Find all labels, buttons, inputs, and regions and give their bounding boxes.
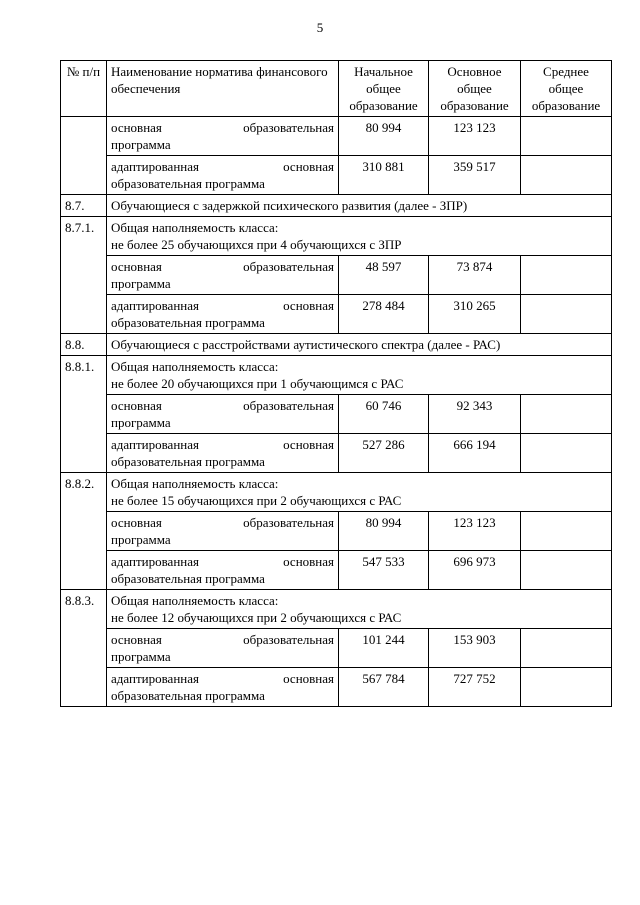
group-row <box>61 356 612 395</box>
value-secondary <box>521 395 612 434</box>
norm-name-line-2: образовательная программа <box>111 176 265 191</box>
value-basic: 73 874 <box>429 256 521 295</box>
header-num: № п/п <box>61 61 107 117</box>
row-number-empty <box>61 117 107 195</box>
value-primary: 48 597 <box>339 256 429 295</box>
value-secondary <box>521 668 612 707</box>
section-title: Обучающиеся с расстройствами аутистического спектра (далее - РАС) <box>107 334 612 356</box>
norm-name <box>107 512 339 551</box>
row-number: 8.7. <box>61 195 107 217</box>
norm-name <box>107 295 339 334</box>
norm-name-word-2: основная <box>283 671 334 686</box>
table-row <box>61 117 612 156</box>
norm-name-word-2: основная <box>283 159 334 174</box>
value-secondary <box>521 551 612 590</box>
group-line-1: Общая наполняемость класса: <box>111 476 279 491</box>
table-row <box>61 668 612 707</box>
norm-name-line-2: программа <box>111 532 171 547</box>
table-body <box>61 117 612 707</box>
value-primary: 101 244 <box>339 629 429 668</box>
page-number: 5 <box>316 20 324 35</box>
value-secondary <box>521 156 612 195</box>
row-number: 8.8.2. <box>61 473 107 590</box>
table-row <box>61 629 612 668</box>
norm-name-line-2: программа <box>111 137 171 152</box>
group-row <box>61 473 612 512</box>
norm-name-word-1: адаптированная <box>111 159 199 174</box>
header-row <box>61 61 612 117</box>
value-basic: 310 265 <box>429 295 521 334</box>
value-basic: 359 517 <box>429 156 521 195</box>
value-secondary <box>521 512 612 551</box>
norm-name-word-2: образовательная <box>243 120 334 135</box>
value-primary: 547 533 <box>339 551 429 590</box>
table-row <box>61 256 612 295</box>
norm-name-line-2: образовательная программа <box>111 688 265 703</box>
norm-name-word-1: основная <box>111 120 162 135</box>
norm-name <box>107 395 339 434</box>
norm-name <box>107 256 339 295</box>
norm-name-word-2: образовательная <box>243 398 334 413</box>
value-secondary <box>521 295 612 334</box>
norm-name-line-2: программа <box>111 649 171 664</box>
group-description <box>107 473 612 512</box>
norm-name-line-1 <box>111 631 334 648</box>
group-line-2: не более 15 обучающихся при 2 обучающихся с РАС <box>111 493 402 508</box>
group-description <box>107 590 612 629</box>
header-basic: Основное общее образование <box>429 61 521 117</box>
value-secondary <box>521 434 612 473</box>
value-basic: 696 973 <box>429 551 521 590</box>
norm-name-line-2: образовательная программа <box>111 454 265 469</box>
norm-name-line-1 <box>111 553 334 570</box>
norm-name <box>107 551 339 590</box>
norm-name <box>107 434 339 473</box>
group-line-1: Общая наполняемость класса: <box>111 593 279 608</box>
header-primary: Начальное общее образование <box>339 61 429 117</box>
value-primary: 278 484 <box>339 295 429 334</box>
table-row <box>61 551 612 590</box>
group-line-2: не более 12 обучающихся при 2 обучающихся с РАС <box>111 610 402 625</box>
table-row <box>61 434 612 473</box>
header-secondary: Среднее общее образование <box>521 61 612 117</box>
value-basic: 153 903 <box>429 629 521 668</box>
group-line-2: не более 20 обучающихся при 1 обучающимся с РАС <box>111 376 404 391</box>
row-number: 8.8. <box>61 334 107 356</box>
norm-name-line-1 <box>111 297 334 314</box>
group-description <box>107 217 612 256</box>
row-number: 8.7.1. <box>61 217 107 334</box>
value-basic: 123 123 <box>429 512 521 551</box>
group-line-1: Общая наполняемость класса: <box>111 359 279 374</box>
norm-name-word-2: образовательная <box>243 632 334 647</box>
norm-name-line-1 <box>111 158 334 175</box>
norm-name-word-1: адаптированная <box>111 298 199 313</box>
norm-name-line-1 <box>111 514 334 531</box>
norm-name-word-1: основная <box>111 259 162 274</box>
norms-table <box>60 60 612 707</box>
value-primary: 60 746 <box>339 395 429 434</box>
value-basic: 92 343 <box>429 395 521 434</box>
group-description <box>107 356 612 395</box>
table-row <box>61 395 612 434</box>
norm-name-line-1 <box>111 436 334 453</box>
norm-name-word-2: основная <box>283 298 334 313</box>
norm-name-line-2: программа <box>111 415 171 430</box>
norm-name-word-2: образовательная <box>243 259 334 274</box>
value-primary: 80 994 <box>339 117 429 156</box>
norm-name <box>107 117 339 156</box>
norm-name-line-1 <box>111 119 334 136</box>
norm-name-word-2: образовательная <box>243 515 334 530</box>
group-row <box>61 217 612 256</box>
header-name: Наименование норматива финансового обеспечения <box>107 61 339 117</box>
norm-name-word-1: основная <box>111 515 162 530</box>
norm-name <box>107 668 339 707</box>
norm-name <box>107 629 339 668</box>
norm-name-line-1 <box>111 397 334 414</box>
value-basic: 727 752 <box>429 668 521 707</box>
section-row <box>61 334 612 356</box>
norm-name-word-2: основная <box>283 554 334 569</box>
value-secondary <box>521 629 612 668</box>
value-secondary <box>521 256 612 295</box>
value-primary: 80 994 <box>339 512 429 551</box>
norm-name <box>107 156 339 195</box>
norm-name-word-1: адаптированная <box>111 554 199 569</box>
value-primary: 310 881 <box>339 156 429 195</box>
norm-name-line-2: образовательная программа <box>111 571 265 586</box>
table-row <box>61 156 612 195</box>
norm-name-line-2: программа <box>111 276 171 291</box>
value-basic: 123 123 <box>429 117 521 156</box>
section-row <box>61 195 612 217</box>
norm-name-word-1: основная <box>111 398 162 413</box>
norm-name-line-1 <box>111 258 334 275</box>
group-row <box>61 590 612 629</box>
table-row <box>61 295 612 334</box>
value-secondary <box>521 117 612 156</box>
value-basic: 666 194 <box>429 434 521 473</box>
table-row <box>61 512 612 551</box>
group-line-1: Общая наполняемость класса: <box>111 220 279 235</box>
norm-name-word-1: основная <box>111 632 162 647</box>
norm-name-word-1: адаптированная <box>111 437 199 452</box>
row-number: 8.8.1. <box>61 356 107 473</box>
value-primary: 567 784 <box>339 668 429 707</box>
section-title: Обучающиеся с задержкой психического развития (далее - ЗПР) <box>107 195 612 217</box>
row-number: 8.8.3. <box>61 590 107 707</box>
norm-name-word-1: адаптированная <box>111 671 199 686</box>
norm-name-word-2: основная <box>283 437 334 452</box>
value-primary: 527 286 <box>339 434 429 473</box>
norm-name-line-1 <box>111 670 334 687</box>
norm-name-line-2: образовательная программа <box>111 315 265 330</box>
group-line-2: не более 25 обучающихся при 4 обучающихся с ЗПР <box>111 237 402 252</box>
